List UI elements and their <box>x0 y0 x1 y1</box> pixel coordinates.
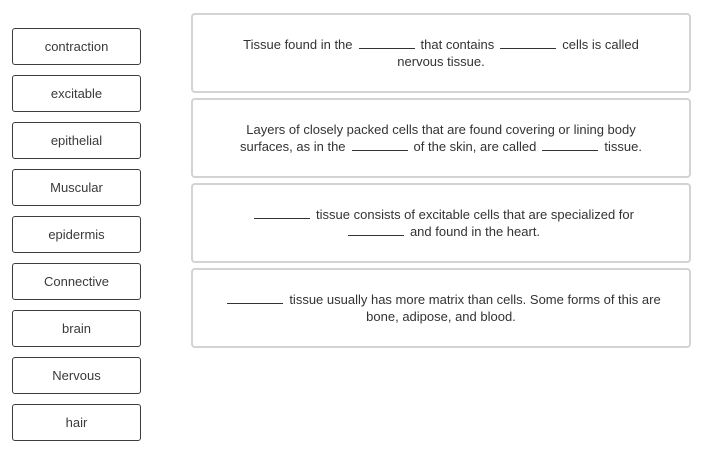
question-text <box>219 121 663 155</box>
answer-blank[interactable] <box>542 138 598 151</box>
question-text-segment: that contains <box>420 37 495 52</box>
question-text-segment: tissue usually has more matrix than cells. Some forms of this are bone, adipose, and blood. <box>289 292 661 324</box>
answer-blank[interactable] <box>254 206 310 219</box>
word-tile-epithelial[interactable]: epithelial <box>12 122 141 159</box>
question-text-segment: Layers of closely packed cells that are found covering or lining body surfaces, as in the <box>240 122 636 154</box>
answer-blank[interactable] <box>352 138 408 151</box>
question-text <box>219 291 663 325</box>
word-tile-excitable[interactable]: excitable <box>12 75 141 112</box>
word-tile-contraction[interactable]: contraction <box>12 28 141 65</box>
question-list <box>191 13 691 353</box>
word-tile-connective[interactable]: Connective <box>12 263 141 300</box>
question-1 <box>191 13 691 93</box>
word-tile-nervous[interactable]: Nervous <box>12 357 141 394</box>
question-text-segment: Tissue found in the <box>243 37 353 52</box>
question-4 <box>191 268 691 348</box>
word-tile-brain[interactable]: brain <box>12 310 141 347</box>
word-tile-muscular[interactable]: Muscular <box>12 169 141 206</box>
question-text-segment: tissue. <box>604 139 642 154</box>
answer-blank[interactable] <box>227 291 283 304</box>
question-text-segment: tissue consists of excitable cells that are specialized for <box>316 207 634 222</box>
answer-blank[interactable] <box>348 223 404 236</box>
question-text-segment: of the skin, are called <box>413 139 537 154</box>
question-text-segment: cells is called nervous tissue. <box>397 37 639 69</box>
word-tile-epidermis[interactable]: epidermis <box>12 216 141 253</box>
answer-blank[interactable] <box>500 36 556 49</box>
word-tile-hair[interactable]: hair <box>12 404 141 441</box>
question-text <box>219 206 663 240</box>
question-text-segment: and found in the heart. <box>409 224 541 239</box>
question-3 <box>191 183 691 263</box>
word-bank <box>12 28 141 451</box>
answer-blank[interactable] <box>359 36 415 49</box>
question-2 <box>191 98 691 178</box>
question-text <box>219 36 663 70</box>
